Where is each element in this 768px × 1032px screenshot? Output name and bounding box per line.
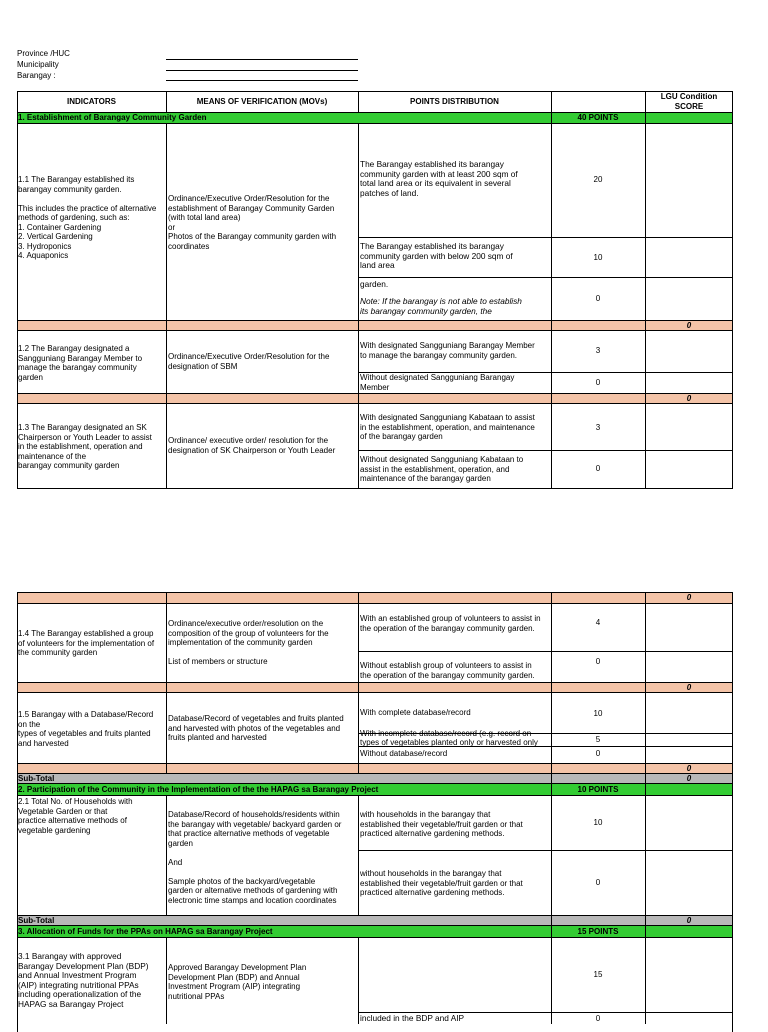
section3-title: 3. Allocation of Funds for the PPAs on HAPAG sa Barangay Project (18, 927, 273, 936)
section2-points: 10 POINTS (577, 785, 619, 794)
points-desc-1-1-c: garden. (360, 279, 389, 289)
points-desc-1-1-b: The Barangay established its barangay community garden with below 200 sqm of land area (360, 241, 513, 270)
points-value-3-1-b: 0 (595, 1014, 601, 1023)
points-desc-2-1-a: with households in the barangay that established their vegetable/fruit garden or that practiced alternative gardening methods. (360, 810, 523, 838)
indicator-1-2: 1.2 The Barangay designated a Sangguniang Barangay Member to manage the barangay community garden (18, 344, 143, 382)
points-note-1-1: Note: If the barangay is not able to establish its barangay community garden, the (360, 296, 522, 316)
mov-1-5: Database/Record of vegetables and fruits planted and harvested with photos of the vegetables and fruits planted and harvested (168, 714, 344, 742)
points-value-1-2-a: 3 (595, 346, 601, 355)
indicator-1-3: 1.3 The Barangay designated an SK Chairperson or Youth Leader to assist in the establishment, operation and maintenance of the barangay community garden (18, 423, 152, 470)
points-desc-1-3-a: With designated Sangguniang Kabataan to assist in the establishment, operation, and maintenance of the barangay garden (360, 413, 535, 441)
points-value-1-5-c: 0 (595, 749, 601, 758)
col-header-indicators: INDICATORS (66, 97, 117, 106)
subtotal-label-section2: Sub-Total (18, 916, 55, 925)
lgu-score-1-4: 0 (686, 683, 692, 692)
points-desc-1-5-b-cont: types of vegetables planted only or harvested only (360, 738, 538, 747)
points-value-1-5-a: 10 (593, 709, 603, 718)
points-desc-1-4-b: Without establish group of volunteers to assist in the operation of the barangay community garden. (360, 661, 535, 680)
points-value-1-1-c: 0 (595, 294, 601, 303)
points-desc-1-4-a: With an established group of volunteers to assist in the operation of the barangay community garden. (360, 614, 541, 633)
points-desc-1-2-b: Without designated Sangguniang Barangay Member (360, 373, 515, 392)
indicator-2-1: 2.1 Total No. of Households with Vegetable Garden or that practice alternative methods of vegetable gardening (18, 797, 133, 835)
province-field-line (166, 59, 358, 60)
mov-1-4: Ordinance/executive order/resolution on the composition of the group of volunteers for the implementation of the community garden List of members or structure (168, 619, 329, 666)
mov-3-1: Approved Barangay Development Plan Development Plan (BDP) and Annual Investment Program (AIP) integrating nutritional PPAs (168, 963, 307, 1001)
points-desc-1-5-c: Without database/record (360, 749, 448, 758)
lgu-score-1-1: 0 (686, 321, 692, 330)
points-value-3-1-a: 15 (593, 970, 603, 979)
points-desc-2-1-b: without households in the barangay that established their vegetable/fruit garden or that practiced alternative gardening methods. (360, 869, 523, 897)
points-desc-1-5-a: With complete database/record (360, 708, 471, 717)
col-header-lgu-score: LGU Condition SCORE (660, 92, 718, 111)
col-header-movs: MEANS OF VERIFICATION (MOVs) (196, 97, 328, 106)
points-desc-3-1-b: included in the BDP and AIP (360, 1013, 465, 1023)
lgu-score-1-5: 0 (686, 764, 692, 773)
points-value-1-3-b: 0 (595, 464, 601, 473)
points-value-1-3-a: 3 (595, 423, 601, 432)
points-value-1-1-a: 20 (593, 175, 603, 184)
points-value-1-4-a: 4 (595, 618, 601, 627)
col-header-points: POINTS DISTRIBUTION (410, 97, 499, 106)
lgu-score-1-3: 0 (686, 593, 692, 602)
indicator-1-1: 1.1 The Barangay established its barangay community garden. This includes the practice of alternative methods of gardening, such as: 1. Container Gardening 2. Vertical Gardening 3. Hydroponics 4. Aquaponics (18, 175, 157, 260)
subtotal-score-section2: 0 (686, 916, 692, 925)
points-value-1-5-b: 5 (595, 735, 601, 744)
subtotal-label-section1: Sub-Total (18, 774, 55, 783)
points-value-1-2-b: 0 (595, 378, 601, 387)
section1-title: 1. Establishment of Barangay Community Garden (18, 113, 207, 122)
lgu-score-1-2: 0 (686, 394, 692, 403)
province-label: Province /HUC (17, 49, 70, 58)
section1-points: 40 POINTS (577, 113, 619, 122)
municipality-label: Municipality (17, 60, 59, 69)
mov-1-2: Ordinance/Executive Order/Resolution for the designation of SBM (168, 352, 330, 371)
points-desc-1-1-a: The Barangay established its barangay community garden with at least 200 sqm of total land area or its equivalent in several patches of land. (360, 159, 518, 198)
points-desc-1-2-a: With designated Sangguniang Barangay Member to manage the barangay community garden. (360, 341, 535, 360)
points-value-1-4-b: 0 (595, 657, 601, 666)
points-desc-1-3-b: Without designated Sangguniang Kabataan to assist in the establishment, operation, and maintenance of the barangay garden (360, 455, 524, 483)
barangay-field-line (166, 80, 358, 81)
section3-points: 15 POINTS (577, 927, 619, 936)
section2-title: 2. Participation of the Community in the Implementation of the the HAPAG sa Barangay Project (18, 785, 379, 794)
municipality-field-line (166, 70, 358, 71)
mov-1-1: Ordinance/Executive Order/Resolution for the establishment of Barangay Community Garden (with total land area) or Photos of the Barangay community garden with coordinates (168, 194, 337, 251)
points-value-2-1-b: 0 (595, 878, 601, 887)
indicator-3-1: 3.1 Barangay with approved Barangay Development Plan (BDP) and Annual Investment Program (AIP) integrating nutritional PPAs including operationalization of the HAPAG sa Barangay Project (18, 951, 149, 1009)
mov-2-1: Database/Record of households/residents within the barangay with vegetable/ backyard garden or that practice alternative methods of vegetable garden And Sample photos of the backyard/vegetable garden or alternative methods of gardening with electronic time stamps and location coordinates (168, 810, 342, 905)
subtotal-score-section1: 0 (686, 774, 692, 783)
mov-1-3: Ordinance/ executive order/ resolution for the designation of SK Chairperson or Youth Leader (168, 436, 336, 455)
indicator-1-5: 1.5 Barangay with a Database/Record on the types of vegetables and fruits planted and harvested (18, 710, 154, 748)
points-value-2-1-a: 10 (593, 818, 603, 827)
points-value-1-1-b: 10 (593, 253, 603, 262)
indicator-1-4: 1.4 The Barangay established a group of volunteers for the implementation of the community garden (18, 629, 155, 657)
points-desc-1-5-b: With incomplete database/record (e.g. record on (360, 729, 532, 738)
barangay-label: Barangay : (17, 71, 56, 80)
